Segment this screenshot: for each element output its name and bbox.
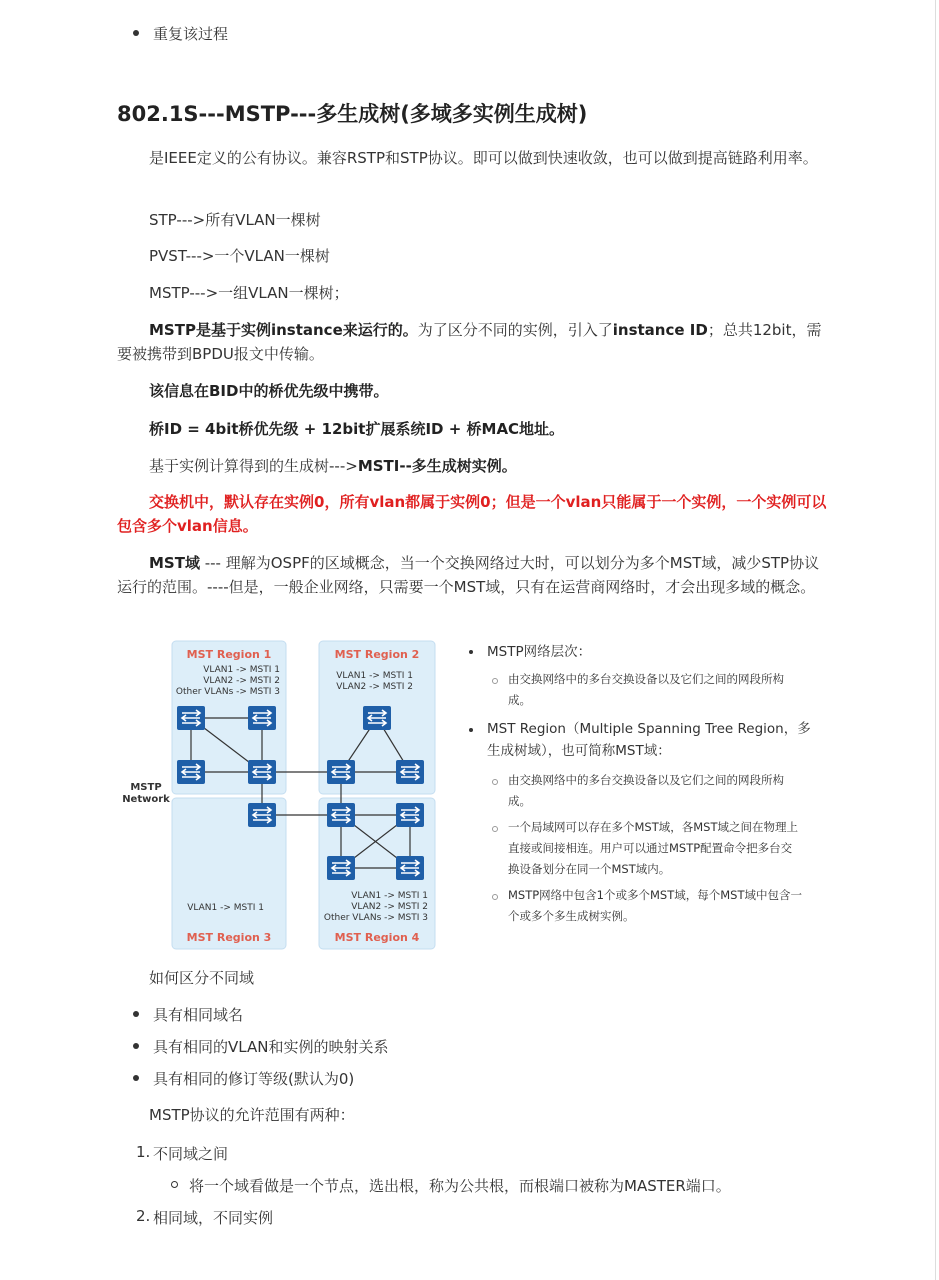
section-heading: 802.1S---MSTP---多生成树(多域多实例生成树)	[117, 102, 588, 126]
switch-icon	[177, 760, 205, 784]
pvst-line: PVST--->一个VLAN一棵树	[149, 247, 330, 265]
ordered-sub-item: 将一个域看做是一个节点，选出根，称为公共根，而根端口被称为MASTER端口。	[189, 1177, 731, 1195]
page-edge	[935, 0, 936, 1280]
list-item: 具有相同的VLAN和实例的映射关系	[153, 1038, 389, 1056]
bullet-dot	[133, 30, 139, 36]
list-item: 重复该过程	[153, 25, 229, 43]
region-4-map: Other VLANs -> MSTI 3	[323, 913, 428, 923]
switch-icon	[177, 706, 205, 730]
instance-bold-2: instance ID	[612, 321, 708, 339]
ordered-item-number: 2.	[136, 1207, 151, 1225]
note-item: MSTP网络层次：	[487, 644, 592, 660]
region-1-map: Other VLANs -> MSTI 3	[175, 687, 280, 697]
note-sub-item: MSTP网络中包含1个或多个MST域，每个MST域中包含一个或多个多生成树实例。	[508, 888, 802, 923]
instance-text-1: 为了区分不同的实例，引入了	[417, 321, 613, 339]
list-item: 具有相同的修订等级(默认为0)	[153, 1070, 355, 1088]
ordered-item: 不同域之间	[153, 1145, 229, 1163]
note-bullet	[469, 650, 473, 654]
region-3-title: MST Region 3	[186, 931, 272, 944]
note-sub-bullet	[492, 779, 498, 785]
note-item: MST Region（Multiple Spanning Tree Region，多生成树域），也可简称MST域：	[487, 721, 811, 759]
note-sub-item: 由交换网络中的多台交换设备以及它们之间的网段所构成。	[508, 672, 784, 707]
switch-icon	[248, 803, 276, 827]
region-3-map: VLAN1 -> MSTI 1	[187, 903, 264, 913]
mst-region-paragraph	[117, 551, 827, 599]
instance-paragraph	[117, 318, 827, 366]
switch-icon	[396, 856, 424, 880]
instance-bold-1: MSTP是基于实例instance来运行的。	[149, 321, 418, 339]
network-label: MSTP	[130, 782, 162, 793]
switch-icon	[327, 760, 355, 784]
bridge-id-line: 桥ID = 4bit桥优先级 + 12bit扩展系统ID + 桥MAC地址。	[149, 420, 565, 438]
note-sub-bullet	[492, 826, 498, 832]
distinguish-title: 如何区分不同域	[149, 969, 255, 987]
scope-title: MSTP协议的允许范围有两种：	[149, 1106, 355, 1124]
region-2-title: MST Region 2	[334, 648, 420, 661]
region-2-map: VLAN2 -> MSTI 2	[336, 682, 413, 692]
switch-icon	[396, 803, 424, 827]
instance-text-2: ；总共12bit，需要被携带到BPDU报文中传输。	[117, 321, 822, 363]
switch-icon	[396, 760, 424, 784]
region-1-title: MST Region 1	[186, 648, 272, 661]
bullet-dot	[133, 1011, 139, 1017]
bullet-dot	[133, 1043, 139, 1049]
region-2-map: VLAN1 -> MSTI 1	[336, 671, 413, 681]
region-4-title: MST Region 4	[334, 931, 420, 944]
circle-bullet	[171, 1181, 178, 1188]
note-sub-bullet	[492, 678, 498, 684]
mstp-line: MSTP--->一组VLAN一棵树；	[149, 284, 349, 302]
note-sub-item: 由交换网络中的多台交换设备以及它们之间的网段所构成。	[508, 773, 784, 808]
stp-line: STP--->所有VLAN一棵树	[149, 211, 321, 229]
mst-region-text: --- 理解为OSPF的区域概念，当一个交换网络过大时，可以划分为多个MST域，减少STP协议运行的范围。----但是，一般企业网络，只需要一个MST域，只有在运营商网络时，才会出现多域的概念。	[117, 554, 820, 596]
mst-region-bold: MST域	[149, 554, 200, 572]
bid-line: 该信息在BID中的桥优先级中携带。	[149, 382, 389, 400]
msti-line	[149, 455, 517, 476]
switch-icon	[363, 706, 391, 730]
region-1-map: VLAN1 -> MSTI 1	[203, 665, 280, 675]
switch-icon	[248, 706, 276, 730]
mstp-network-diagram	[118, 636, 448, 956]
red-note: 交换机中，默认存在实例0，所有vlan都属于实例0；但是一个vlan只能属于一个实例，一个实例可以包含多个vlan信息。	[117, 493, 827, 535]
switch-icon	[327, 803, 355, 827]
note-bullet	[469, 728, 473, 732]
ordered-item-number: 1.	[136, 1143, 151, 1161]
msti-text: 基于实例计算得到的生成树--->	[149, 457, 358, 475]
region-4-map: VLAN1 -> MSTI 1	[351, 891, 428, 901]
ordered-item: 相同域，不同实例	[153, 1209, 274, 1227]
note-sub-item: 一个局域网可以存在多个MST域，各MST域之间在物理上直接或间接相连。用户可以通过MSTP配置命令把多台交换设备划分在同一个MST域内。	[508, 820, 798, 876]
network-label: Network	[122, 794, 170, 805]
switch-icon	[248, 760, 276, 784]
region-1-map: VLAN2 -> MSTI 2	[203, 676, 280, 686]
list-item: 具有相同域名	[153, 1006, 244, 1024]
bullet-dot	[133, 1075, 139, 1081]
note-sub-bullet	[492, 894, 498, 900]
switch-icon	[327, 856, 355, 880]
intro-paragraph: 是IEEE定义的公有协议。兼容RSTP和STP协议。即可以做到快速收敛，也可以做到提高链路利用率。	[149, 149, 818, 167]
region-4-map: VLAN2 -> MSTI 2	[351, 902, 428, 912]
msti-bold: MSTI--多生成树实例。	[357, 457, 517, 475]
